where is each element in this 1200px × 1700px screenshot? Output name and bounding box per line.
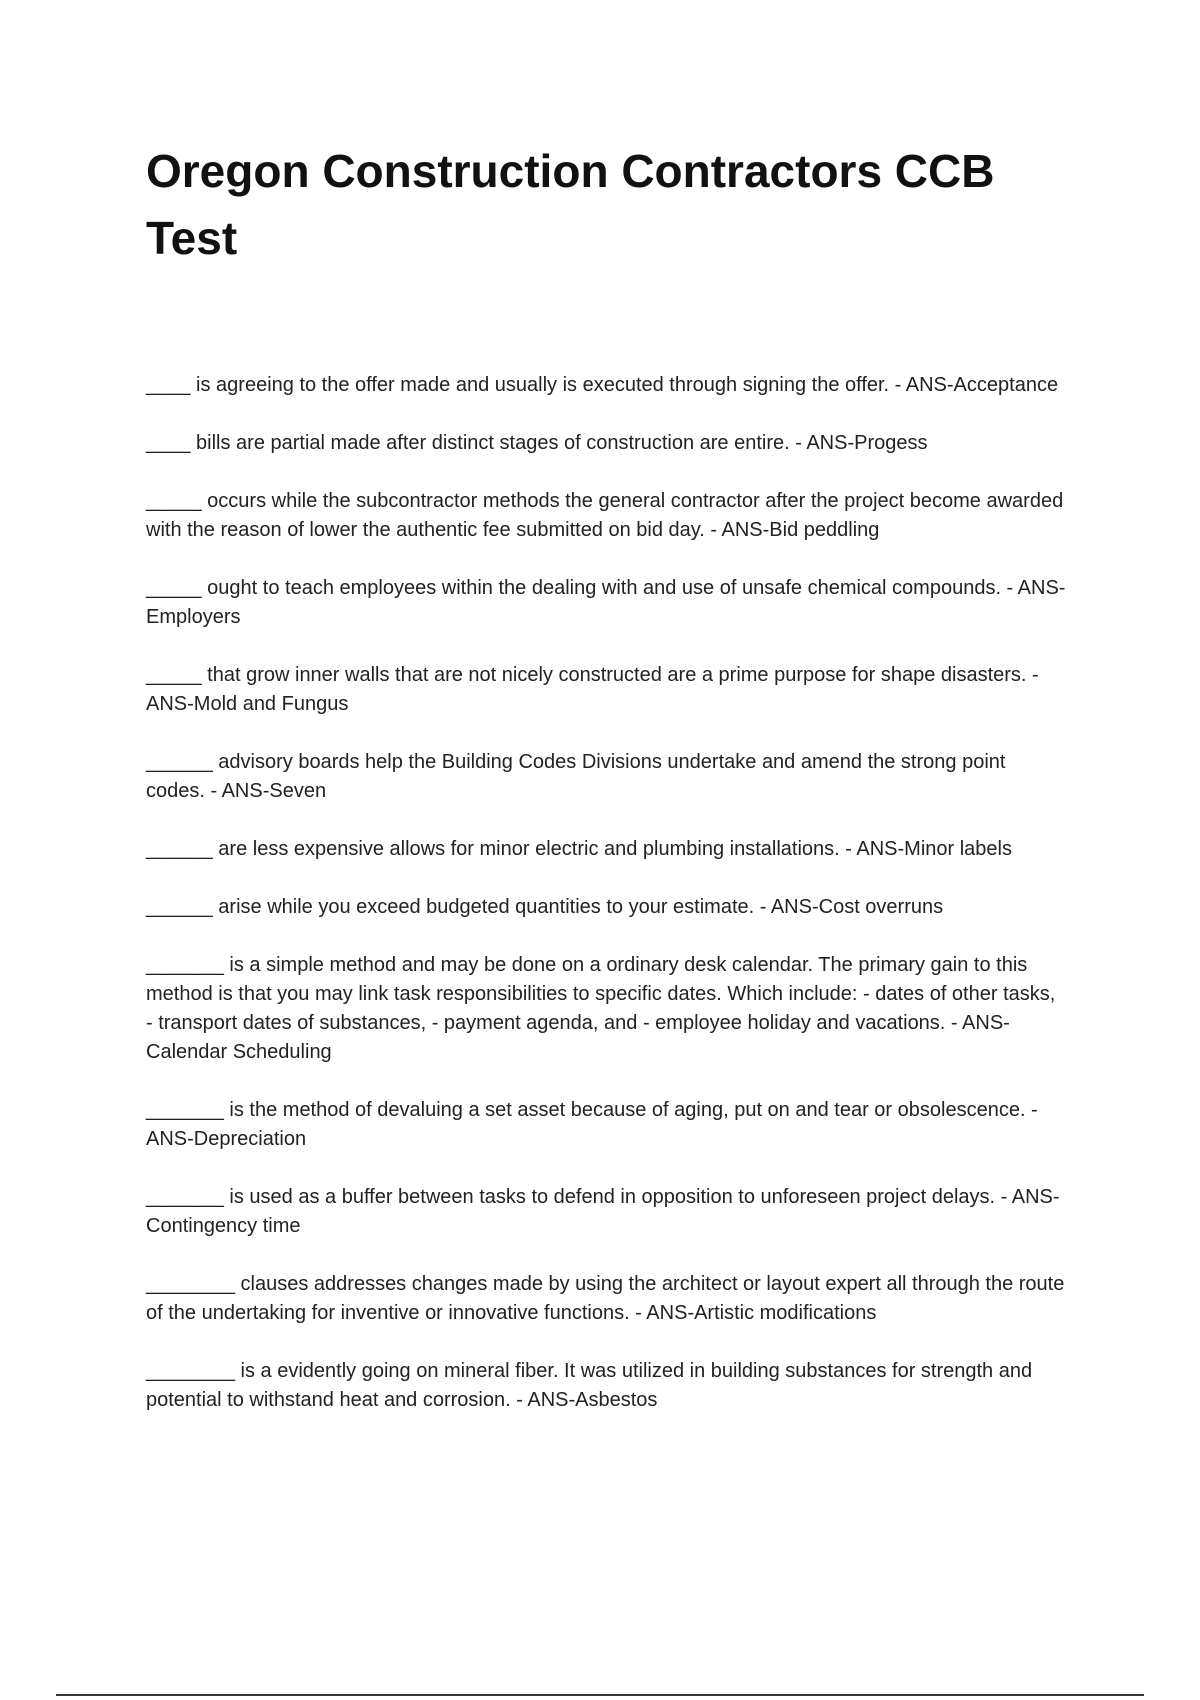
question-item-8: ______ arise while you exceed budgeted quantities to your estimate. - ANS-Cost overruns [146,896,944,918]
page-bottom-rule [56,1694,1144,1696]
question-item-9: _______ is a simple method and may be done on a ordinary desk calendar. The primary gain to this method is that you may link task responsibilities to specific dates. Which include: - dates of other tasks, - transport dates of substances, - payment agenda, and - employee holiday and vacations. - ANS-Calendar Scheduling [146,954,1056,1063]
question-item-6: ______ advisory boards help the Building Codes Divisions undertake and amend the strong point codes. - ANS-Seven [146,751,1006,802]
question-item-3: _____ occurs while the subcontractor methods the general contractor after the project become awarded with the reason of lower the authentic fee submitted on bid day. - ANS-Bid peddling [146,490,1064,541]
question-item-4: _____ ought to teach employees within the dealing with and use of unsafe chemical compounds. - ANS-Employers [146,577,1066,628]
question-list [146,371,1066,1444]
question-item-12: ________ clauses addresses changes made by using the architect or layout expert all through the route of the undertaking for inventive or innovative functions. - ANS-Artistic modifications [146,1273,1065,1324]
question-item-13: ________ is a evidently going on mineral fiber. It was utilized in building substances for strength and potential to withstand heat and corrosion. - ANS-Asbestos [146,1360,1033,1411]
question-item-7: ______ are less expensive allows for minor electric and plumbing installations. - ANS-Minor labels [146,838,1012,860]
question-item-1: ____ is agreeing to the offer made and usually is executed through signing the offer. - ANS-Acceptance [146,374,1059,396]
question-item-5: _____ that grow inner walls that are not nicely constructed are a prime purpose for shape disasters. - ANS-Mold and Fungus [146,664,1039,715]
question-item-10: _______ is the method of devaluing a set asset because of aging, put on and tear or obsolescence. - ANS-Depreciation [146,1099,1038,1150]
document-title: Oregon Construction Contractors CCB Test [146,145,995,264]
question-item-2: ____ bills are partial made after distinct stages of construction are entire. - ANS-Progess [146,432,928,454]
question-item-11: _______ is used as a buffer between tasks to defend in opposition to unforeseen project delays. - ANS-Contingency time [146,1186,1060,1237]
